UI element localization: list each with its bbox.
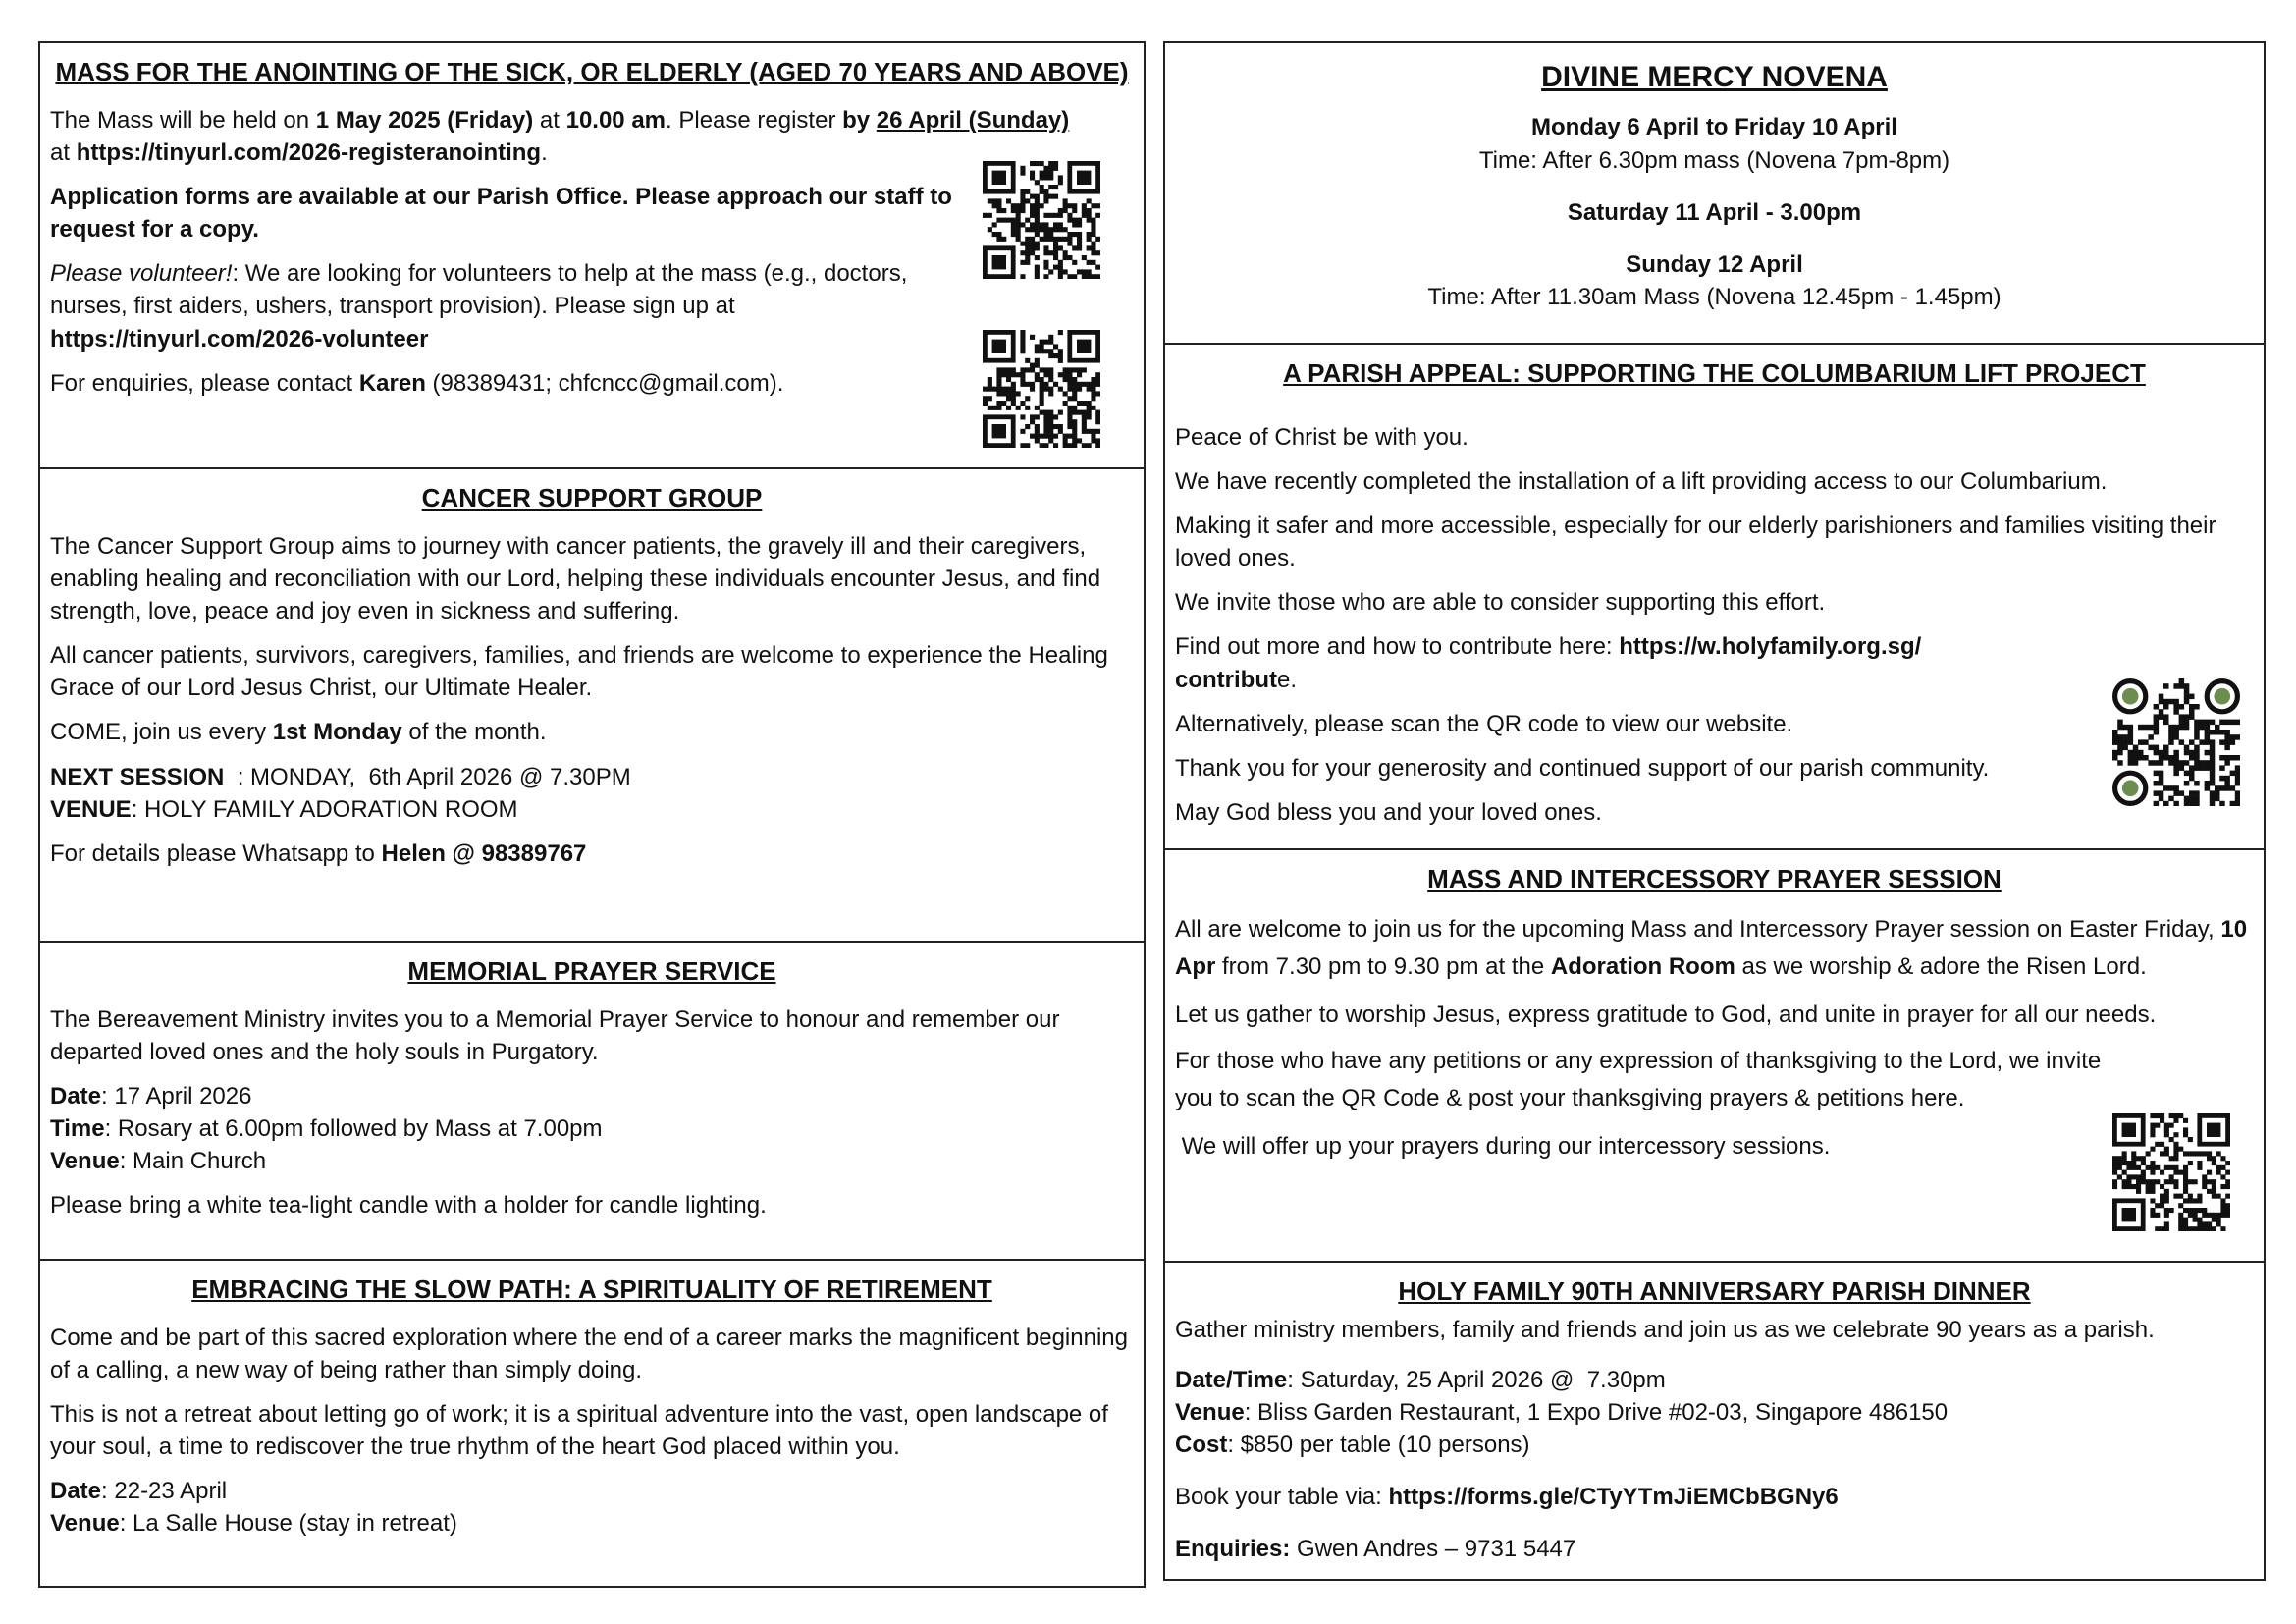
anointing-title: MASS FOR THE ANOINTING OF THE SICK, OR ELDERLY (AGED 70 YEARS AND ABOVE) — [55, 57, 1129, 86]
retirement-para-1: Come and be part of this sacred exploration where the end of a career marks the magnificent beginning of a calling, a new way of being rather than simply doing. — [50, 1324, 1128, 1383]
novena-line-2: Time: After 6.30pm mass (Novena 7pm-8pm) — [1478, 146, 1950, 174]
retirement-para-2: This is not a retreat about letting go of work; it is a spiritual adventure into the vast, open landscape of your soul, a time to rediscover the true rhythm of the heart God placed within you. — [50, 1401, 1108, 1461]
appeal-title: A PARISH APPEAL: SUPPORTING THE COLUMBARIUM LIFT PROJECT — [1283, 358, 2146, 388]
cancer-para-1: The Cancer Support Group aims to journey with cancer patients, the gravely ill and their caregivers, enabling healing and reconciliation with our Lord, helping these individuals encounter Jesus, and find strength, love, peace and joy even in sickness and suffering. — [50, 532, 1101, 625]
appeal-para-4: We invite those who are able to consider supporting this effort. — [1175, 589, 1826, 617]
retirement-section — [40, 1259, 1144, 1586]
cancer-support-section — [40, 467, 1144, 941]
dinner-para-1: Gather ministry members, family and friends and join us as we celebrate 90 years as a parish. — [1175, 1316, 2155, 1343]
left-column — [38, 41, 1146, 1588]
novena-section — [1165, 43, 2264, 343]
intercessory-para-4: We will offer up your prayers during our intercessory sessions. — [1175, 1132, 1831, 1160]
contribute-link[interactable]: https://w.holyfamily.org.sg/ — [1619, 633, 1922, 661]
novena-line-4: Sunday 12 April — [1626, 250, 1803, 278]
dinner-details: Date/Time: Saturday, 25 April 2026 @ 7.30pm Venue: Bliss Garden Restaurant, 1 Expo Drive #02-03, Singapore 486150 Cost: $850 per table (10 persons) — [1175, 1366, 1949, 1459]
memorial-para-3: Please bring a white tea-light candle with a holder for candle lighting. — [50, 1192, 767, 1219]
dinner-section — [1165, 1261, 2264, 1579]
qr-pattern — [983, 161, 1100, 279]
intercessory-para-1: All are welcome to join us for the upcoming Mass and Intercessory Prayer session on Easter Friday, 10 Apr from 7.30 pm to 9.30 pm at the Adoration Room as we worship & adore the Risen Lord. — [1175, 915, 2248, 981]
cancer-session-info: NEXT SESSION : MONDAY, 6th April 2026 @ 7.30PM VENUE: HOLY FAMILY ADORATION ROOM — [50, 763, 631, 823]
memorial-details: Date: 17 April 2026 Time: Rosary at 6.00pm followed by Mass at 7.00pm Venue: Main Church — [50, 1083, 603, 1175]
qr-pattern — [983, 330, 1100, 448]
novena-line-5: Time: After 11.30am Mass (Novena 12.45pm - 1.45pm) — [1427, 283, 2002, 310]
intercessory-para-2: Let us gather to worship Jesus, express gratitude to God, and unite in prayer for all our needs. — [1175, 1001, 2157, 1028]
memorial-para-1: The Bereavement Ministry invites you to a Memorial Prayer Service to honour and remember our departed loved ones and the holy souls in Purgatory. — [50, 1005, 1060, 1065]
retirement-title: EMBRACING THE SLOW PATH: A SPIRITUALITY OF RETIREMENT — [191, 1274, 992, 1304]
cancer-para-2: All cancer patients, survivors, caregivers, families, and friends are welcome to experience the Healing Grace of our Lord Jesus Christ, our Ultimate Healer. — [50, 642, 1108, 702]
anointing-para-2: Application forms are available at our Parish Office. Please approach our staff to request for a copy. — [50, 184, 952, 244]
petitions-qr-code[interactable] — [2112, 1113, 2230, 1231]
anointing-section — [40, 43, 1144, 467]
register-link[interactable]: https://tinyurl.com/2026-registeranointing — [76, 138, 542, 166]
intercessory-title: MASS AND INTERCESSORY PRAYER SESSION — [1427, 864, 2002, 893]
qr-pattern — [2112, 1113, 2230, 1231]
anointing-para-4: For enquiries, please contact Karen (98389431; chfcncc@gmail.com). — [50, 369, 784, 397]
booking-link[interactable]: https://forms.gle/CTyYTmJiEMCbBGNy6 — [1388, 1484, 1839, 1511]
appeal-para-2: We have recently completed the installation of a lift providing access to our Columbarium. — [1175, 467, 2108, 495]
appeal-para-8: May God bless you and your loved ones. — [1175, 798, 1602, 826]
retirement-details: Date: 22-23 April Venue: La Salle House (stay in retreat) — [50, 1478, 457, 1538]
dinner-booking: Book your table via: https://forms.gle/CTyYTmJiEMCbBGNy6 — [1175, 1484, 1839, 1511]
novena-title: DIVINE MERCY NOVENA — [1541, 61, 1888, 93]
appeal-para-3: Making it safer and more accessible, especially for our elderly parishioners and families visiting their loved ones. — [1175, 513, 2216, 572]
volunteer-qr-code[interactable] — [983, 330, 1100, 448]
memorial-title: MEMORIAL PRAYER SERVICE — [407, 956, 776, 986]
dinner-enquiries: Enquiries: Gwen Andres – 9731 5447 — [1175, 1536, 1576, 1563]
appeal-para-6: Alternatively, please scan the QR code to view our website. — [1175, 710, 1793, 737]
memorial-section — [40, 941, 1144, 1259]
cancer-title: CANCER SUPPORT GROUP — [421, 483, 763, 513]
dinner-title: HOLY FAMILY 90TH ANNIVERSARY PARISH DINNER — [1398, 1276, 2031, 1306]
appeal-section — [1165, 343, 2264, 848]
intercessory-section — [1165, 848, 2264, 1261]
cancer-para-3: COME, join us every 1st Monday of the month. — [50, 719, 547, 746]
right-column — [1163, 41, 2266, 1581]
intercessory-para-3: For those who have any petitions or any expression of thanksgiving to the Lord, we invite you to scan the QR Code & post your thanksgiving prayers & petitions here. — [1175, 1047, 2102, 1112]
appeal-para-7: Thank you for your generosity and continued support of our parish community. — [1175, 754, 1990, 782]
novena-line-3: Saturday 11 April - 3.00pm — [1567, 198, 1862, 226]
appeal-para-1: Peace of Christ be with you. — [1175, 423, 1468, 451]
qr-pattern — [2112, 678, 2240, 806]
appeal-para-5: Find out more and how to contribute here: https://w.holyfamily.org.sg/ contribute. — [1175, 633, 1922, 693]
website-qr-code[interactable] — [2112, 678, 2240, 806]
register-qr-code[interactable] — [983, 161, 1100, 279]
cancer-contact: For details please Whatsapp to Helen @ 98389767 — [50, 839, 587, 867]
novena-line-1: Monday 6 April to Friday 10 April — [1531, 114, 1897, 141]
anointing-para-3: Please volunteer!: We are looking for volunteers to help at the mass (e.g., doctors, nurses, first aiders, ushers, transport provision). Please sign up at https://tinyurl.com/2026-volunteer — [50, 260, 908, 352]
volunteer-link[interactable]: https://tinyurl.com/2026-volunteer — [50, 325, 429, 352]
anointing-para-1: The Mass will be held on 1 May 2025 (Friday) at 10.00 am. Please register by 26 April (Sunday) at https://tinyurl.com/2026-registeranointing. — [50, 106, 1070, 166]
